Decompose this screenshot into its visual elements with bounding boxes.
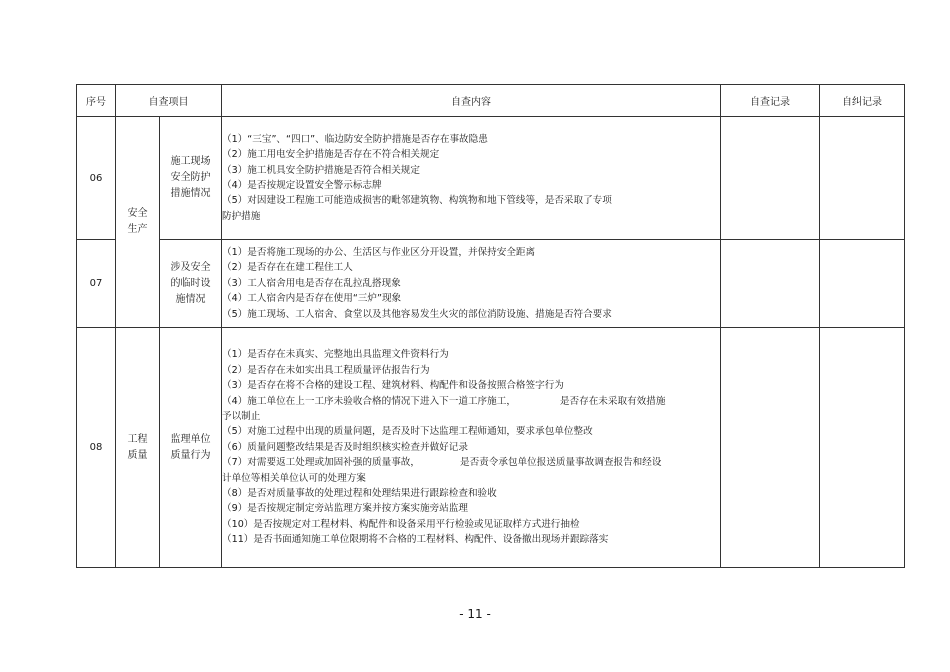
subitem-label: 涉及安全的临时设施情况 bbox=[170, 261, 211, 305]
content-line: （1）是否存在未真实、完整地出具监理文件资料行为 bbox=[222, 349, 449, 361]
content-line: （10）是否按规定对工程材料、构配件和设备采用平行检验或见证取样方式进行抽检 bbox=[222, 518, 580, 530]
row-content bbox=[222, 328, 721, 568]
content-line: 防护措施 bbox=[222, 210, 261, 222]
header-item: 自查项目 bbox=[116, 85, 222, 117]
correction-cell[interactable] bbox=[820, 240, 905, 328]
content-line: 计单位等相关单位认可的处理方案 bbox=[222, 472, 366, 484]
record-cell[interactable] bbox=[721, 328, 820, 568]
content-line: （9）是否按规定制定旁站监理方案并按方案实施旁站监理 bbox=[222, 503, 468, 515]
content-line: （3）工人宿舍用电是否存在乱拉乱搭现象 bbox=[222, 277, 401, 289]
record-cell[interactable] bbox=[721, 117, 820, 240]
correction-cell[interactable] bbox=[820, 117, 905, 240]
content-line: （4）是否按规定设置安全警示标志牌 bbox=[222, 180, 382, 191]
category-quality bbox=[116, 328, 160, 568]
row-content bbox=[222, 240, 721, 328]
header-record: 自查记录 bbox=[721, 85, 820, 117]
row-seq: 07 bbox=[77, 240, 116, 328]
content-line: （8）是否对质量事故的处理过程和处理结果进行跟踪检查和验收 bbox=[222, 488, 497, 500]
content-line: （5）施工现场、工人宿舍、食堂以及其他容易发生火灾的部位消防设施、措施是否符合要求 bbox=[222, 308, 612, 320]
row-content bbox=[222, 117, 721, 240]
content-line: （11）是否书面通知施工单位限期将不合格的工程材料、构配件、设备撤出现场并跟踪落实 bbox=[222, 534, 609, 546]
content-line: （5）对施工过程中出现的质量问题，是否及时下达监理工程师通知，要求承包单位整改 bbox=[222, 426, 593, 438]
content-line: （2）是否存在在建工程住工人 bbox=[222, 262, 353, 274]
subitem-label: 监理单位质量行为 bbox=[170, 433, 211, 461]
content-line: （6）质量问题整改结果是否及时组织核实检查并做好记录 bbox=[222, 441, 468, 453]
content-line: 予以制止 bbox=[222, 410, 261, 422]
row-subitem bbox=[160, 328, 222, 568]
content-line-tail: 是否责令承包单位报送质量事故调查报告和经设 bbox=[459, 457, 662, 469]
table-row bbox=[77, 328, 905, 568]
content-line: （4）工人宿舍内是否存在使用“三炉”现象 bbox=[222, 293, 402, 305]
table-row bbox=[77, 240, 905, 328]
header-correction: 自纠记录 bbox=[820, 85, 905, 117]
content-line: （3）施工机具安全防护措施是否符合相关规定 bbox=[222, 164, 420, 176]
page-number: - 11 - bbox=[459, 607, 491, 621]
category-safety bbox=[116, 117, 160, 328]
subitem-label: 施工现场安全防护措施情况 bbox=[170, 156, 211, 199]
header-seq: 序号 bbox=[77, 85, 116, 117]
row-subitem bbox=[160, 117, 222, 240]
content-line: （5）对因建设工程施工可能造成损害的毗邻建筑物、构筑物和地下管线等，是否采取了专项 bbox=[222, 195, 612, 207]
row-seq: 08 bbox=[77, 328, 116, 568]
content-line: （2）是否存在未如实出具工程质量评估报告行为 bbox=[222, 364, 430, 376]
content-line-tail: 是否存在未采取有效措施 bbox=[559, 395, 666, 407]
self-inspection-table bbox=[76, 84, 905, 568]
content-line: （3）是否存在将不合格的建设工程、建筑材料、构配件和设备按照合格签字行为 bbox=[222, 380, 564, 392]
category-quality-label: 工程质量 bbox=[127, 433, 148, 461]
header-content: 自查内容 bbox=[222, 85, 721, 117]
content-line bbox=[222, 455, 720, 470]
content-line: （1）是否将施工现场的办公、生活区与作业区分开设置，并保持安全距离 bbox=[222, 246, 536, 258]
row-seq: 06 bbox=[77, 117, 116, 240]
content-line: （2）施工用电安全护措施是否存在不符合相关规定 bbox=[222, 149, 440, 161]
record-cell[interactable] bbox=[721, 240, 820, 328]
content-line bbox=[222, 394, 720, 409]
content-line-head: （4）施工单位在上一工序未验收合格的情况下进入下一道工序施工， bbox=[222, 395, 516, 407]
category-safety-label: 安全生产 bbox=[127, 208, 148, 235]
correction-cell[interactable] bbox=[820, 328, 905, 568]
header-row bbox=[77, 85, 905, 117]
row-subitem bbox=[160, 240, 222, 328]
content-line-head: （7）对需要返工处理或加固补强的质量事故， bbox=[222, 457, 420, 469]
content-line: （1）“三宝”、“四口”、临边防安全防护措施是否存在事故隐患 bbox=[222, 133, 488, 145]
table-row bbox=[77, 117, 905, 240]
